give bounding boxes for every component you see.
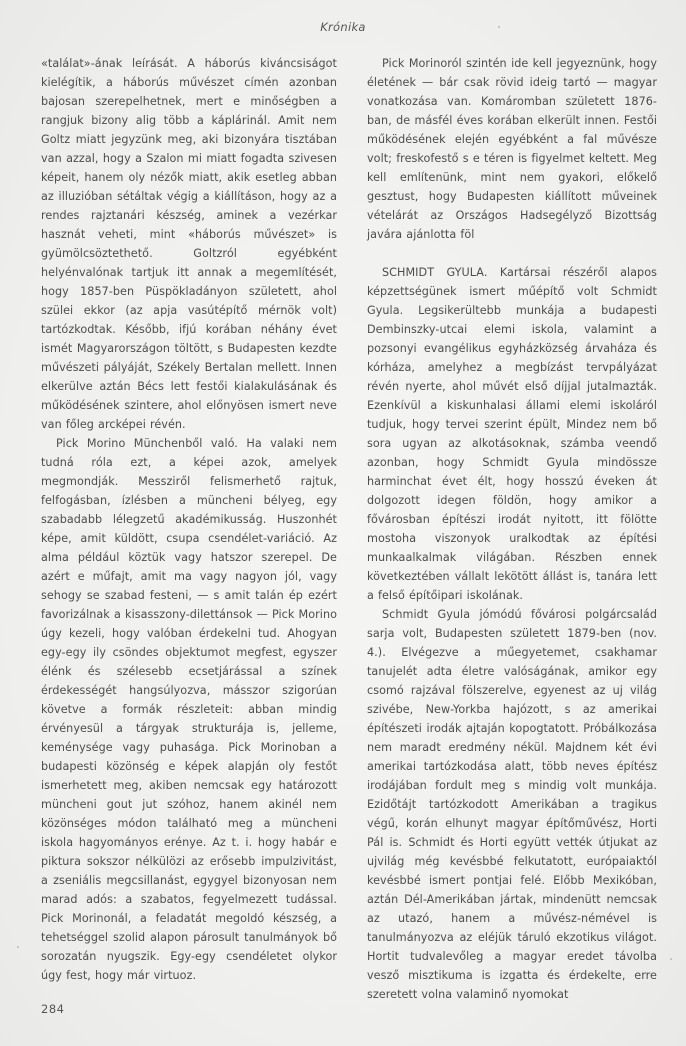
paragraph-schmidt-biography: Schmidt Gyula jómódú fővárosi polgárcsalád sarja volt, Budapesten született 1879-ben (nov. 4.). Elvégezve a műegyetemet, csakhamar tanujelét adta életre valóságának, amikor egy csomó rajzával fölszerelve, egyenest az uj világ szivébe, New-Yorkba hajózott, s az amerikai építészeti irodák ajtaján kopogtatott. Próbálkozása nem maradt eredmény nékül. Majdnem két évi amerikai tartózkodása alatt, több neves építész irodájában fordult meg s mindig volt munkája. Ezidőtájt tartózkodott Amerikában a tragikus végű, korán elhunyt magyar építőművész, Horti Pál is. Schmidt és Horti együtt vették útjukat az ujvilág még kevésbbé felkutatott, európaiaktól kevésbbé ismert pontjai felé. Előbb Mexikóban, aztán Dél-Amerikában jártak, mindenütt nemcsak az utazó, hanem a művész-némével is tanulmányozva az eléjük táruló ekzotikus világot. Hortit tudvalevőleg a magyar eredet távolba vesző misztikuma is izgatta és érdekelte, erre szeretett volna valaminő nyomokat [367, 608, 657, 1001]
paragraph-pick-morino-note: Pick Morinoról szintén ide kell jegyeznünk, hogy életének — bár csak rövid ideig tartó — magyar vonatkozása van. Komáromban született 1876-ban, de másfél éves korában elkerült innen. Festői működésének elején egyébként a fal művésze volt; freskofestő s e téren is figyelmet keltett. Meg kell említenünk, mint nem gyakori, előkelő gesztust, hogy Budapesten kiállított műveinek vételárát az Országos Hadsegélyző Bizottság javára ajánlotta föl [367, 57, 657, 241]
paper-speck [17, 946, 19, 948]
right-column [367, 54, 657, 1004]
paper-speck [498, 26, 500, 28]
left-column [41, 54, 337, 985]
paragraph-pick-morino: Pick Morino Münchenből való. Ha valaki nem tudná róla ezt, a képei azok, amelyek megmondják. Messziről felismerhető rajtuk, felfogásban, ízlésben a müncheni bélyeg, egy szabadabb lélegzetű akadémikusság. Huszonhét képe, amit küldött, csupa csendélet-variáció. Az alma például köztük vagy hatszor szerepel. De azért e műfajt, amit ma vagy nagyon jól, vagy sehogy se szabad festeni, — s amit talán ép ezért favorizálnak a kisasszony-dilettánsok — Pick Morino úgy kezeli, hogy valóban érdekelni tud. Ahogyan egy-egy ily csöndes objektumot megfest, egyszer élénk és szélesebb ecsetjárással a színek érdekességét hangsúlyozva, másszor szigorúan követve a formák részleteit: abban mindig érvényesül a tárgyak strukturája is, jelleme, keménysége vagy puhasága. Pick Morinoban a budapesti közönség e képek alapján oly festőt ismerhetett meg, akiben nemcsak egy határozott müncheni gout jut szóhoz, hanem akinél nem közönséges módon található meg a müncheni iskola hagyományos erénye. Az t. i. hogy habár e piktura sokszor nélkülözi az erősebb impulzivitást, a zseniális megcsillanást, egygyel bizonyosan nem marad adós: a szabatos, fegyelmezett tudással. Pick Morinonál, a feladatát megoldó készség, a tehetséggel szolid alapon párosult tanulmányok bő sorozatán nyugszik. Egy-egy csendéletet olykor úgy fest, hogy már virtuoz. [41, 437, 337, 982]
paragraph-goltz-continued: «találat»-ának leírását. A háborús kiváncsiságot kielégítik, a háborús művészet címén azonban bajosan szerepelhetnek, mert e minőségben a rangjuk bizony alig több a káplárinál. Amit nem Goltz miatt jegyzünk meg, aki bizonyára tisztában van azzal, hogy a Szalon mi miatt fogadta szivesen képeit, hanem oly nézők miatt, akik esetleg abban az illuzióban sétáltak végig a kiállításon, hogy az a rendes rajztanári készség, aminek a vezérkar hasznát veheti, mint «háborús művészet» is gyümölcsöztethető. Goltzról egyébként helyénvalónak tartjuk itt annak a megemlítését, hogy 1857-ben Püspökladányon született, ahol szülei ekkor (az apja vasútépítő mérnök volt) tartózkodtak. Később, ifjú korában néhány évet ismét Magyarországon töltött, s Budapesten kezdte művészeti pályáját, Székely Bertalan mellett. Innen elkerülve aztán Bécs lett festői kialakulásának és működésének szintere, ahol előnyösen ismert neve van főleg arcképei révén. [41, 57, 337, 431]
paper-speck [670, 958, 672, 960]
running-title: Krónika [320, 20, 366, 34]
paragraph-schmidt-gyula: SCHMIDT GYULA. Kartársai részéről alapos képzettségünek ismert műépítő volt Schmidt Gyula. Legsikerültebb munkája a budapesti Dembinszky-utcai elemi iskola, valamint a pozsonyi evangélikus egyházközség árvaháza és kórháza, amelyhez a megbízást tervpályázat révén nyerte, ahol művét első díjjal jutalmazták. Ezenkívül a kiskunhalasi állami elemi iskoláról tudjuk, hogy tervei szerint épült, Mindez nem bő sora ugyan az alkotásoknak, számba veendő azonban, hogy Schmidt Gyula mindössze harminchat évet élt, hogy hosszú éveken át dolgozott idegen földön, hogy amikor a fővárosban építészi irodát nyitott, itt fölötte mostoha viszonyok uralkodtak az építési munkaalkalmak világában. Részben ennek következtében vállalt lekötött állást is, tanára lett a felső építőipari iskolának. [367, 266, 657, 602]
page-number: 284 [41, 1002, 65, 1016]
